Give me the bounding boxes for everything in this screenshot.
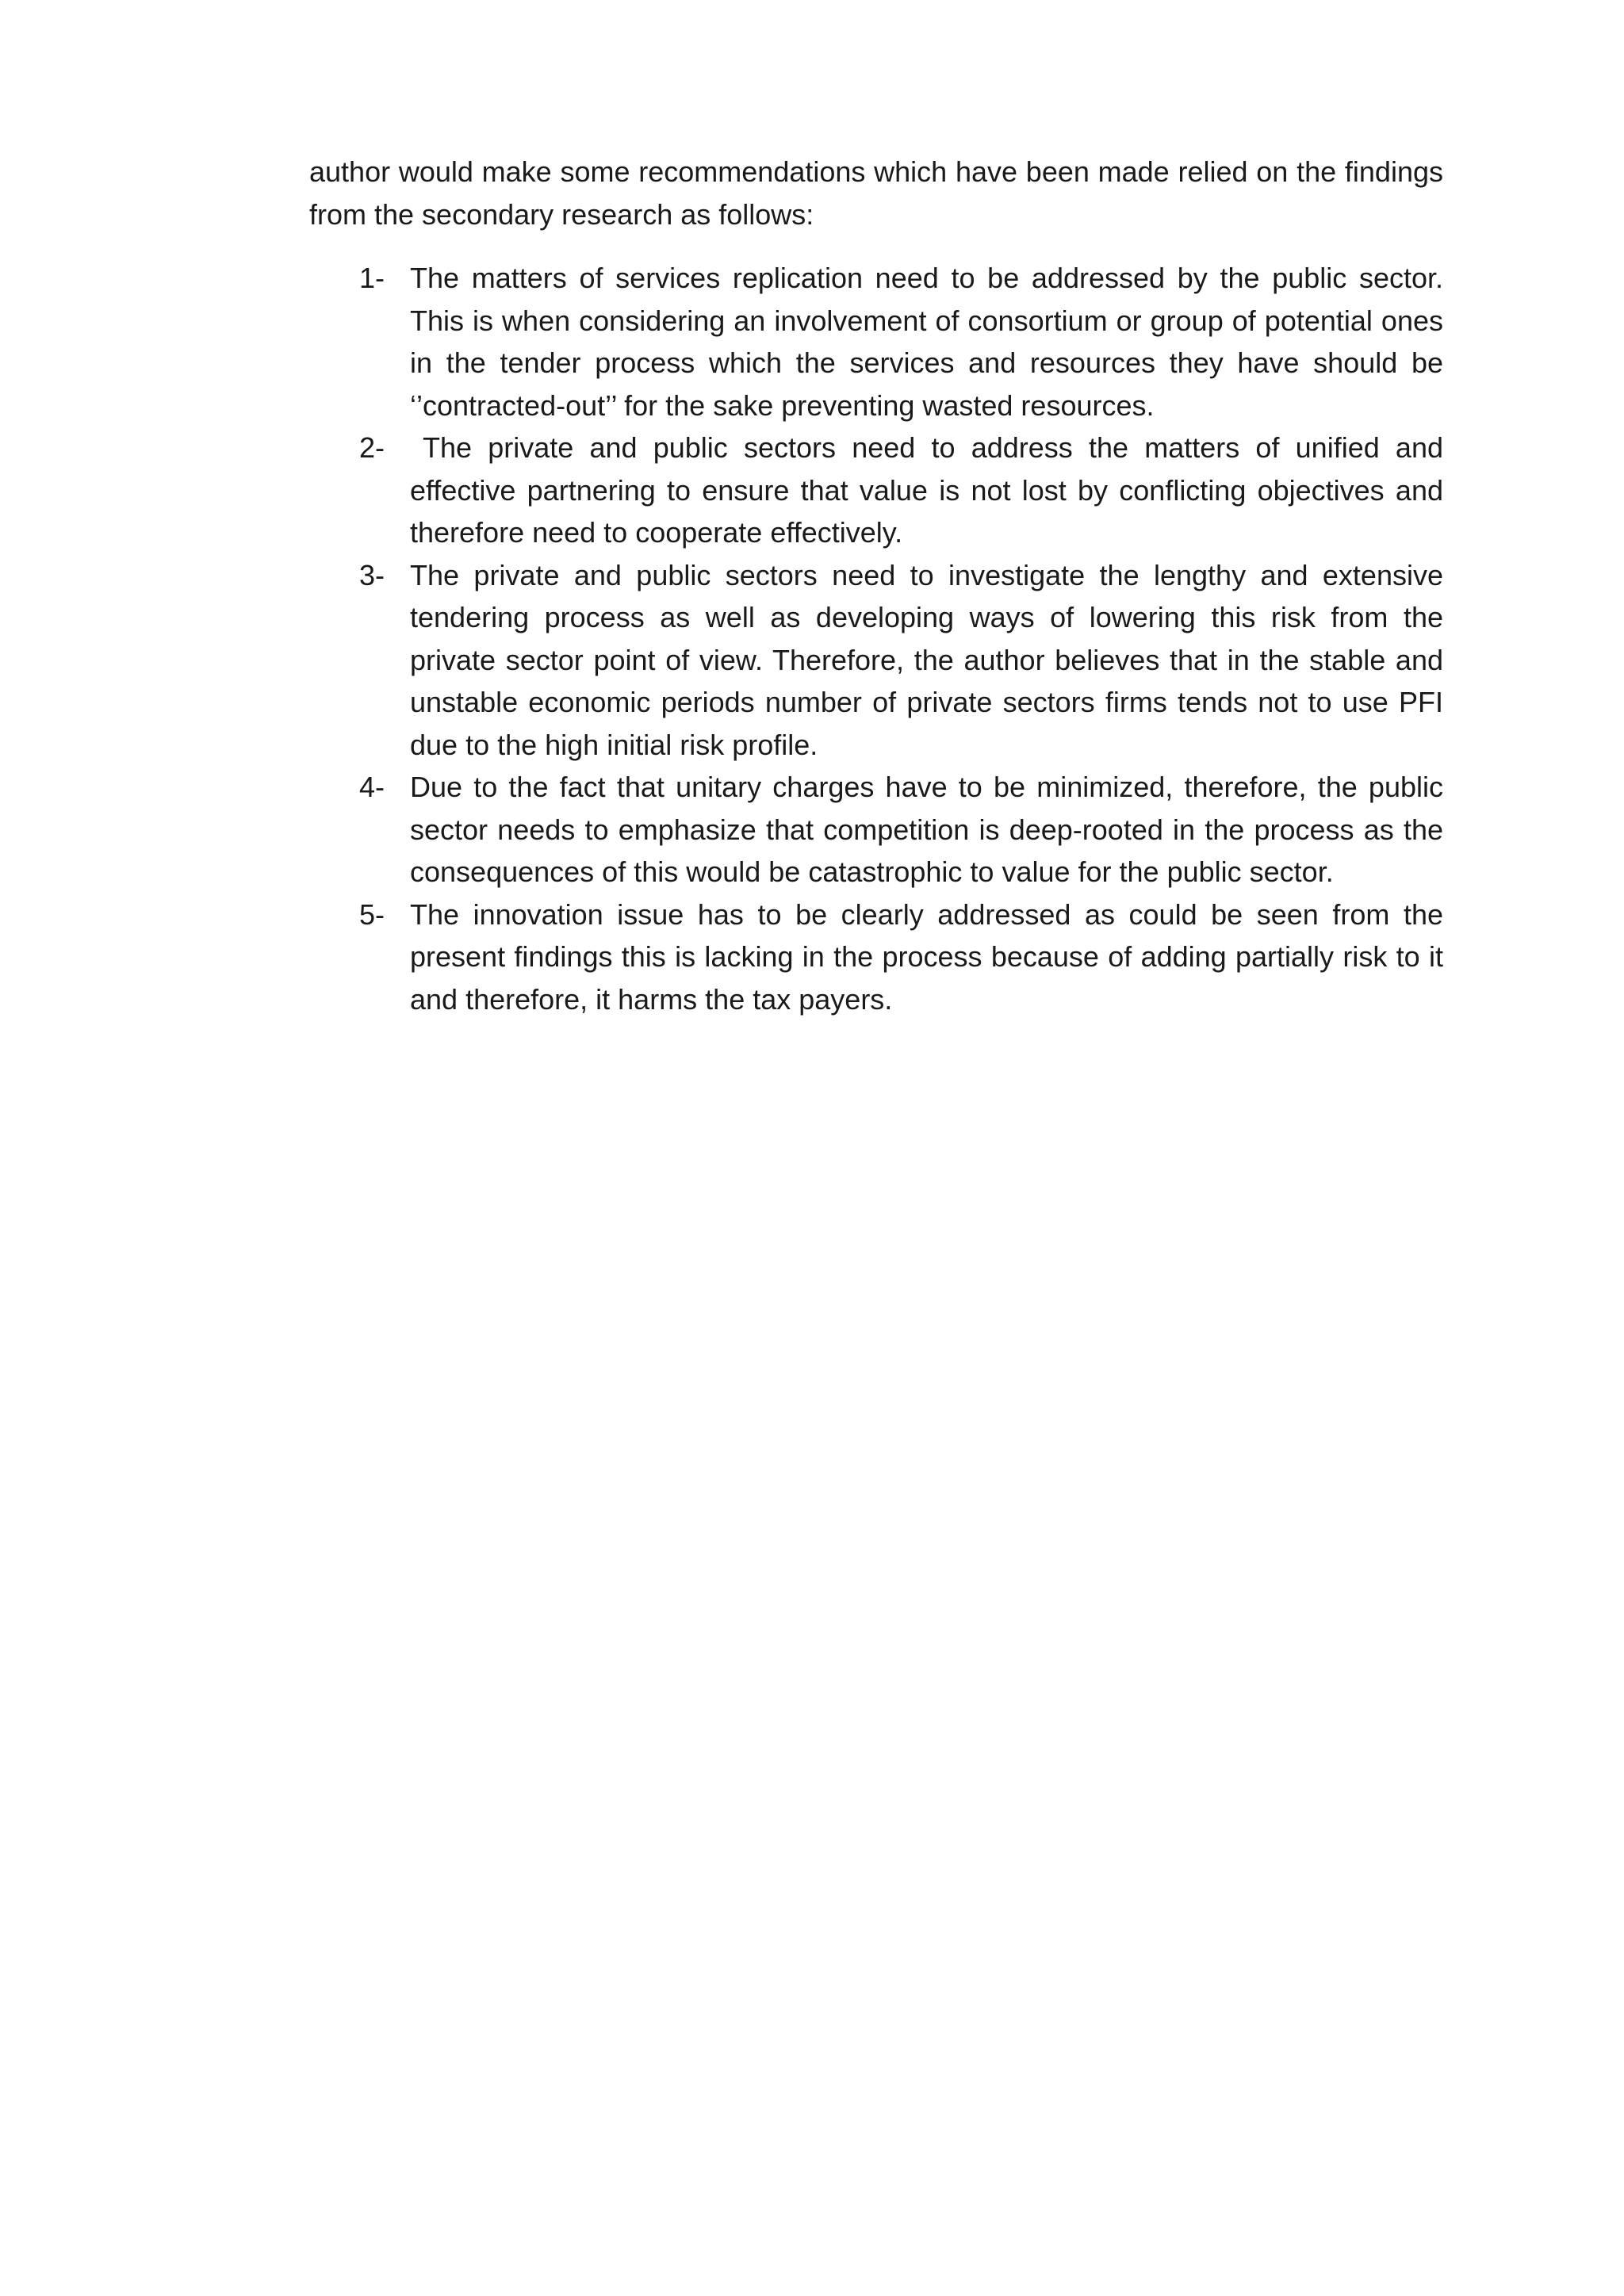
list-item-number: 3- <box>359 558 385 591</box>
list-item-text: The matters of services replication need to be addressed by the public sector. This is when considering an involvement of consortium or group of potential ones in the tender process which the services and resources they have should be ‘’contracted-out’’ for the sake preventing wasted resources. <box>410 262 1443 422</box>
page-body <box>309 151 1443 1020</box>
list-item <box>309 554 1443 767</box>
intro-paragraph: author would make some recommendations which have been made relied on the findings from the secondary research as follows: <box>309 155 1443 231</box>
list-item-text: The innovation issue has to be clearly addressed as could be seen from the present findings this is lacking in the process because of adding partially risk to it and therefore, it harms the tax payers. <box>410 897 1443 1016</box>
list-item-text: Due to the fact that unitary charges have to be minimized, therefore, the public sector needs to emphasize that competition is deep-rooted in the process as the consequences of this would be catastrophic to value for the public sector. <box>410 771 1443 888</box>
list-item <box>309 257 1443 427</box>
list-item-number: 4- <box>359 771 385 803</box>
list-item-number: 1- <box>359 262 385 294</box>
list-item <box>309 427 1443 554</box>
list-item-number: 2- <box>359 431 385 464</box>
list-item-text: The private and public sectors need to investigate the lengthy and extensive tendering process as well as developing ways of lowering this risk from the private sector point of view. Therefore, the author believes that in the stable and unstable economic periods number of private sectors firms tends not to use PFI due to the high initial risk profile. <box>410 558 1443 761</box>
list-item <box>309 766 1443 894</box>
list-item-number: 5- <box>359 897 385 931</box>
recommendations-list <box>309 257 1443 1020</box>
list-item <box>309 894 1443 1021</box>
list-item-text: The private and public sectors need to address the matters of unified and effective partnering to ensure that value is not lost by conflicting objectives and therefore need to cooperate effectively. <box>410 431 1443 549</box>
